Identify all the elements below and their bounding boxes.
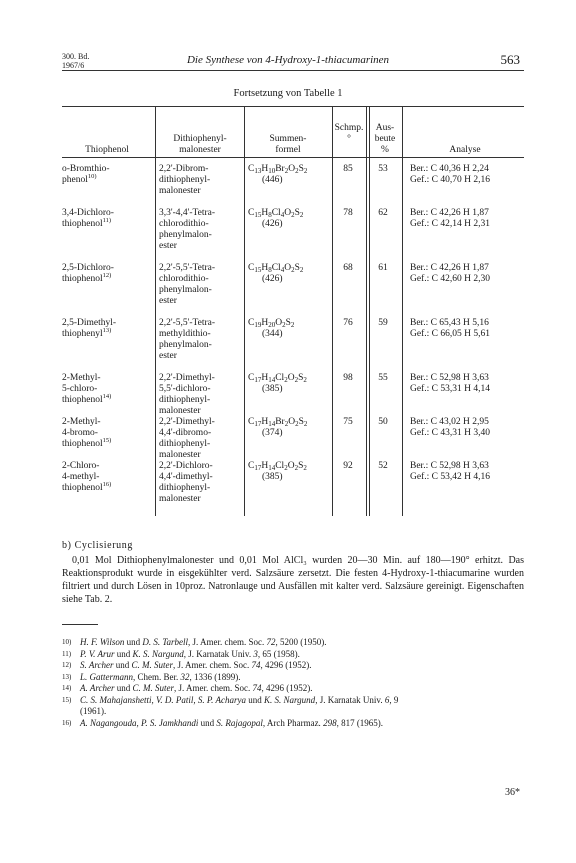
ester-line: malonester [159, 406, 201, 416]
footnote-ref: 15) [102, 437, 112, 444]
formula-element: H [261, 318, 269, 328]
cell-analysis [410, 373, 520, 395]
molecular-weight: (385) [262, 472, 283, 482]
footnote-volume: 3 [253, 648, 258, 659]
molecular-weight: (426) [262, 274, 283, 284]
formula-element: Cl [271, 263, 281, 273]
formula-element: O [287, 461, 295, 471]
analysis-found: Gef.: C 66,05 H 5,61 [410, 329, 490, 339]
formula-count: 17 [254, 420, 262, 428]
formula-element: H [261, 373, 269, 383]
cell-ester [159, 318, 241, 362]
footnote-mark: 15) [62, 695, 72, 704]
ester-line: 2,2'-Dichloro- [159, 461, 213, 471]
cell-yield: 62 [378, 208, 388, 218]
cell-analysis [410, 461, 520, 483]
cell-formula [248, 208, 328, 230]
cell-ester [159, 263, 241, 307]
analysis-calculated: Ber.: C 42,26 H 1,87 [410, 208, 489, 218]
thiophenol-text: 3,4-Dichloro- [62, 208, 114, 218]
thiophenol-text: thiophenol [62, 483, 103, 493]
ester-line: 2,2'-Dimethyl- [159, 417, 215, 427]
formula-count: 2 [284, 464, 288, 472]
column-header-line: Analyse [449, 145, 481, 155]
formula-element: C [248, 208, 255, 218]
formula-element: C [248, 164, 255, 174]
formula-element: H [261, 208, 269, 218]
thiophenol-line [62, 439, 152, 450]
column-separator [244, 106, 245, 516]
cell-melting-point: 92 [343, 461, 353, 471]
footnotes [62, 637, 524, 729]
footnote-pages: , 4296 (1952). [260, 660, 312, 670]
footnote-ref: 13) [102, 327, 112, 334]
ester-line: 3,3'-4,4'-Tetra- [159, 208, 216, 218]
formula-count: 2 [303, 167, 308, 175]
formula-element: S [298, 461, 304, 471]
cell-yield: 59 [378, 318, 388, 328]
formula-count: 2 [303, 376, 307, 384]
formula-element: S [298, 373, 304, 383]
formula-element: C [248, 373, 255, 383]
thiophenol-line [62, 329, 152, 340]
footnote [62, 660, 524, 672]
footnote-mark: 14) [62, 684, 72, 692]
column-header [248, 134, 328, 156]
formula-element: O [288, 417, 296, 427]
footnote-ref: 12) [102, 272, 112, 279]
cell-thiophenol [62, 373, 152, 406]
column-header-line: Summen- [269, 134, 307, 144]
footnote-authors: D. S. Tarbell [142, 637, 189, 647]
footnote-mark: 13) [62, 672, 72, 681]
thiophenol-text: 2-Methyl- [62, 417, 101, 427]
thiophenol-line [62, 373, 152, 384]
footnote-pages: , 9 [389, 694, 399, 705]
formula-count: 2 [284, 420, 289, 428]
table-header-rule [62, 157, 524, 158]
formula-element: Br [275, 164, 285, 174]
column-header-line: Schmp. [334, 123, 364, 133]
footnote-authors: P. V. Arur [80, 648, 115, 659]
ester-line: malonester [159, 450, 201, 460]
footnote [62, 695, 524, 707]
footnote-authors: K. S. Nargund [132, 648, 184, 659]
molecular-weight: (374) [262, 428, 283, 438]
footnote-pages: , 1336 (1899). [189, 671, 241, 682]
column-separator [402, 106, 403, 516]
formula-count: 8 [268, 266, 272, 274]
cell-melting-point: 78 [343, 208, 353, 218]
header-rule [62, 70, 524, 71]
molecular-weight: (426) [262, 219, 283, 229]
formula-count: 17 [254, 376, 262, 384]
formula-element: C [248, 417, 255, 427]
thiophenol-text: 2,5-Dichloro- [62, 263, 114, 273]
footnote-conjunction: und [114, 683, 133, 693]
thiophenol-line [62, 395, 152, 406]
footnote-mark: 12) [62, 661, 72, 669]
thiophenol-text: 4-methyl- [62, 472, 100, 482]
cell-formula [248, 318, 328, 340]
thiophenol-text: thiophenol [62, 274, 103, 284]
formula-element: S [298, 417, 304, 427]
cell-ester [159, 208, 241, 252]
cell-yield: 53 [378, 164, 388, 174]
formula-count: 2 [295, 167, 299, 175]
ester-line: phenylmalon- [159, 285, 212, 295]
thiophenol-line [62, 483, 152, 494]
formula-element: C [248, 318, 255, 328]
cell-formula [248, 461, 328, 483]
footnote-ref: 11) [102, 217, 112, 224]
thiophenol-line [62, 164, 152, 175]
footnote [62, 649, 524, 661]
formula-count: 13 [254, 167, 262, 175]
cell-melting-point: 75 [343, 417, 353, 427]
formula-element: C [248, 263, 255, 273]
footnote-volume: 298 [323, 717, 337, 728]
column-header [159, 134, 241, 156]
molecular-weight: (446) [262, 175, 283, 185]
formula-count: 20 [268, 321, 276, 329]
formula-element: O [288, 164, 296, 174]
cell-yield: 52 [378, 461, 388, 471]
formula-count: 17 [254, 464, 262, 472]
column-separator [155, 106, 156, 516]
ester-line: 2,2'-5,5'-Tetra- [159, 318, 216, 328]
formula-element: O [275, 318, 283, 328]
thiophenol-text: thiophenol [62, 395, 103, 405]
analysis-calculated: Ber.: C 40,36 H 2,24 [410, 164, 489, 174]
ester-line: chlorodithio- [159, 219, 209, 229]
thiophenol-line [62, 219, 152, 230]
molecular-weight: (344) [262, 329, 283, 339]
thiophenol-line [62, 175, 152, 186]
table-caption: Fortsetzung von Tabelle 1 [233, 88, 343, 99]
footnote-conjunction: und [198, 717, 217, 728]
formula-count: 10 [268, 167, 276, 175]
thiophenol-text: thiophenol [62, 219, 103, 229]
ester-line: 2,2'-Dimethyl- [159, 373, 215, 383]
formula-count: 14 [268, 420, 276, 428]
formula-count: 2 [303, 420, 308, 428]
ester-line: 2,2'-Dibrom- [159, 164, 209, 174]
analysis-calculated: Ber.: C 43,02 H 2,95 [410, 417, 489, 427]
column-header [334, 123, 364, 145]
thiophenol-text: 4-bromo- [62, 428, 98, 438]
formula-count: 14 [268, 464, 276, 472]
ester-line: 4,4'-dimethyl- [159, 472, 213, 482]
footnote-authors: K. S. Nargund [264, 694, 316, 705]
cell-formula [248, 373, 328, 395]
column-header-line: Aus- [375, 123, 395, 133]
molecular-formula [248, 263, 328, 274]
cell-melting-point: 85 [343, 164, 353, 174]
cell-analysis [410, 417, 520, 439]
footnote-rule [62, 624, 98, 625]
cell-formula [248, 263, 328, 285]
cell-thiophenol [62, 461, 152, 494]
formula-element: C [248, 461, 255, 471]
thiophenol-text: o-Bromthio- [62, 164, 110, 174]
paragraph-text: 0,01 Mol Dithiophenylmalonester und 0,01 Mol AlCl₃ wurden 20—30 Min. auf 180—190° erhitzt. Das Reaktionsprodukt wurde in eisgekühlter verd. Salzsäure zersetzt. Die festen 4-Hydroxy-1-thiacumarine wurden filtriert und durch Lösen in 10proz. Natronlauge und Ausfällen mit kalter verd. Salzsäure gereinigt. Eigenschaften siehe Tab. 2. [62, 555, 524, 605]
footnote [62, 637, 524, 649]
table-top-rule [62, 106, 524, 107]
footnote-mark: 16) [62, 718, 72, 727]
formula-element: S [294, 208, 300, 218]
formula-count: 2 [284, 167, 289, 175]
footnote-journal: , J. Karnatak Univ. [183, 648, 254, 659]
cell-thiophenol [62, 318, 152, 340]
cell-yield: 55 [378, 373, 388, 383]
procedure-paragraph [62, 554, 524, 606]
formula-count: 8 [268, 211, 272, 219]
ester-line: ester [159, 241, 177, 251]
year-issue-line: 1967/6 [62, 61, 85, 70]
cell-thiophenol [62, 417, 152, 450]
analysis-calculated: Ber.: C 65,43 H 5,16 [410, 318, 489, 328]
footnote-volume: 72 [266, 637, 276, 647]
thiophenol-text: 2-Methyl- [62, 373, 101, 383]
formula-count: 2 [291, 211, 295, 219]
formula-count: 2 [295, 420, 299, 428]
footnote-conjunction: und [114, 648, 133, 659]
ester-line: dithiophenyl- [159, 395, 211, 405]
analysis-found: Gef.: C 40,70 H 2,16 [410, 175, 490, 185]
column-header-line: formel [275, 145, 301, 155]
ester-line: phenylmalon- [159, 230, 212, 240]
formula-element: H [261, 461, 269, 471]
footnote-journal: , Arch Pharmaz. [262, 717, 324, 728]
ester-line: 5,5'-dichloro- [159, 384, 211, 394]
ester-line: ester [159, 351, 177, 361]
footnote-authors: A. Nagangouda, P. S. Jamkhandi [80, 717, 199, 728]
cell-analysis [410, 318, 520, 340]
thiophenol-text: 2-Chloro- [62, 461, 100, 471]
column-header-line: Thiophenol [85, 145, 129, 155]
formula-element: O [284, 208, 292, 218]
formula-element: S [285, 318, 291, 328]
cell-thiophenol [62, 164, 152, 186]
footnote-year: (1961). [80, 706, 107, 716]
formula-element: H [261, 164, 269, 174]
thiophenol-line [62, 274, 152, 285]
footnote-ref: 14) [102, 393, 112, 400]
molecular-formula [248, 417, 328, 428]
molecular-formula [248, 373, 328, 384]
ester-line: 2,2'-5,5'-Tetra- [159, 263, 216, 273]
cell-ester [159, 417, 241, 461]
column-separator [369, 106, 370, 516]
cell-melting-point: 76 [343, 318, 353, 328]
thiophenol-text: 5-chloro- [62, 384, 98, 394]
analysis-calculated: Ber.: C 52,98 H 3,63 [410, 373, 489, 383]
cell-formula [248, 164, 328, 186]
footnote [62, 672, 524, 684]
formula-count: 15 [254, 266, 262, 274]
cell-ester [159, 164, 241, 197]
formula-count: 19 [254, 321, 262, 329]
footnote-pages: , 817 (1965). [336, 717, 384, 728]
footnote-conjunction: und [246, 694, 264, 705]
cell-ester [159, 461, 241, 505]
footnote-journal: , J. Amer. chem. Soc. [173, 660, 252, 670]
molecular-formula [248, 461, 328, 472]
molecular-weight: (385) [262, 384, 283, 394]
formula-element: Br [275, 417, 285, 427]
footnote-conjunction: und [113, 660, 132, 670]
molecular-formula [248, 208, 328, 219]
formula-element: S [294, 263, 300, 273]
thiophenol-line [62, 417, 152, 428]
column-header [62, 145, 152, 156]
footnote-volume: 74 [251, 660, 261, 670]
analysis-calculated: Ber.: C 52,98 H 3,63 [410, 461, 489, 471]
volume-line: 300. Bd. [62, 52, 90, 61]
thiophenol-text: 2,5-Dimethyl- [62, 318, 117, 328]
cell-analysis [410, 164, 520, 186]
footnote [62, 683, 524, 695]
formula-count: 2 [284, 376, 288, 384]
analysis-found: Gef.: C 42,60 H 2,30 [410, 274, 490, 284]
formula-count: 15 [254, 211, 262, 219]
footnote-authors: L. Gattermann [80, 671, 134, 682]
ester-line: malonester [159, 186, 201, 196]
cell-thiophenol [62, 263, 152, 285]
formula-element: H [261, 417, 269, 427]
formula-element: O [287, 373, 295, 383]
footnote-journal: , J. Amer. chem. Soc. [174, 683, 253, 693]
formula-element: Cl [271, 208, 281, 218]
analysis-found: Gef.: C 53,31 H 4,14 [410, 384, 490, 394]
footnote-journal: , Chem. Ber. [133, 671, 181, 682]
formula-count: 2 [290, 321, 295, 329]
footnote-authors: S. Rajagopal [216, 717, 263, 728]
analysis-found: Gef.: C 42,14 H 2,31 [410, 219, 490, 229]
formula-count: 2 [294, 464, 299, 472]
ester-line: malonester [159, 494, 201, 504]
footnote-pages: , 4296 (1952). [261, 683, 313, 693]
cell-thiophenol [62, 208, 152, 230]
cell-analysis [410, 208, 520, 230]
footnote-conjunction: und [124, 637, 143, 647]
page-number: 563 [500, 52, 520, 67]
ester-line: ester [159, 296, 177, 306]
section-title: b) Cyclisierung [62, 540, 133, 551]
footnote-pages: , 65 (1958). [257, 648, 300, 659]
formula-element: S [298, 164, 304, 174]
ester-line: dithiophenyl- [159, 439, 211, 449]
cell-ester [159, 373, 241, 417]
footnote-journal: , J. Karnatak Univ. [315, 694, 385, 705]
footnote-journal: , J. Amer. chem. Soc. [188, 637, 267, 647]
cell-formula [248, 417, 328, 439]
footnote-volume: 6 [384, 694, 390, 705]
footnote-volume: 74 [252, 683, 262, 693]
footnote-authors: C. M. Suter [132, 683, 174, 693]
running-title: Die Synthese von 4-Hydroxy-1-thiacumarinen [186, 54, 390, 66]
formula-count: 14 [268, 376, 276, 384]
footnote-mark: 10) [62, 638, 72, 646]
ester-line: phenylmalon- [159, 340, 212, 350]
ester-line: chlorodithio- [159, 274, 209, 284]
analysis-calculated: Ber.: C 42,26 H 1,87 [410, 263, 489, 273]
formula-element: Cl [275, 461, 285, 471]
column-header-line: beute [374, 134, 396, 144]
column-header-line: malonester [179, 145, 221, 155]
formula-count: 2 [282, 321, 286, 329]
formula-element: H [261, 263, 269, 273]
column-separator [366, 106, 367, 516]
footnote-authors: S. Archer [80, 660, 114, 670]
ester-line: dithiophenyl- [159, 483, 211, 493]
cell-analysis [410, 263, 520, 285]
molecular-formula [248, 318, 328, 329]
signature-mark: 36* [505, 787, 520, 798]
analysis-found: Gef.: C 53,42 H 4,16 [410, 472, 490, 482]
footnote-authors: C. M. Suter [131, 660, 173, 670]
formula-count: 4 [280, 266, 285, 274]
ester-line: dithiophenyl- [159, 175, 211, 185]
cell-melting-point: 68 [343, 263, 353, 273]
footnote-continuation [62, 706, 524, 718]
footnote-authors: H. F. Wilson [80, 637, 125, 647]
column-header [410, 145, 520, 156]
formula-count: 2 [299, 211, 304, 219]
column-separator [332, 106, 333, 516]
formula-count: 4 [280, 211, 285, 219]
column-header [370, 123, 400, 156]
thiophenol-text: thiophenyl [62, 329, 103, 339]
footnote-ref: 16) [102, 481, 112, 488]
column-header-line: Dithiophenyl- [173, 134, 227, 144]
cell-yield: 61 [378, 263, 388, 273]
formula-element: Cl [275, 373, 285, 383]
formula-count: 2 [299, 266, 304, 274]
cell-melting-point: 98 [343, 373, 353, 383]
analysis-found: Gef.: C 43,31 H 3,40 [410, 428, 490, 438]
thiophenol-line [62, 461, 152, 472]
footnote-authors: A. Archer [80, 683, 115, 693]
column-header-line: ° [347, 134, 351, 144]
footnote-volume: 32 [180, 671, 190, 682]
footnote-authors: C. S. Mahajanshetti, V. D. Patil, S. P. Acharya [80, 694, 246, 705]
cell-yield: 50 [378, 417, 388, 427]
footnote-mark: 11) [62, 649, 72, 658]
ester-line: methyldithio- [159, 329, 211, 339]
thiophenol-text: thiophenol [62, 439, 103, 449]
footnote [62, 718, 524, 730]
formula-element: O [284, 263, 292, 273]
footnote-ref: 10) [87, 173, 97, 180]
column-header-line: % [381, 145, 389, 155]
molecular-formula [248, 164, 328, 175]
formula-count: 2 [294, 376, 299, 384]
ester-line: 4,4'-dibromo- [159, 428, 212, 438]
footnote-pages: , 5200 (1950). [275, 637, 327, 647]
formula-count: 2 [303, 464, 307, 472]
formula-count: 2 [291, 266, 295, 274]
thiophenol-text: phenol [62, 175, 88, 185]
